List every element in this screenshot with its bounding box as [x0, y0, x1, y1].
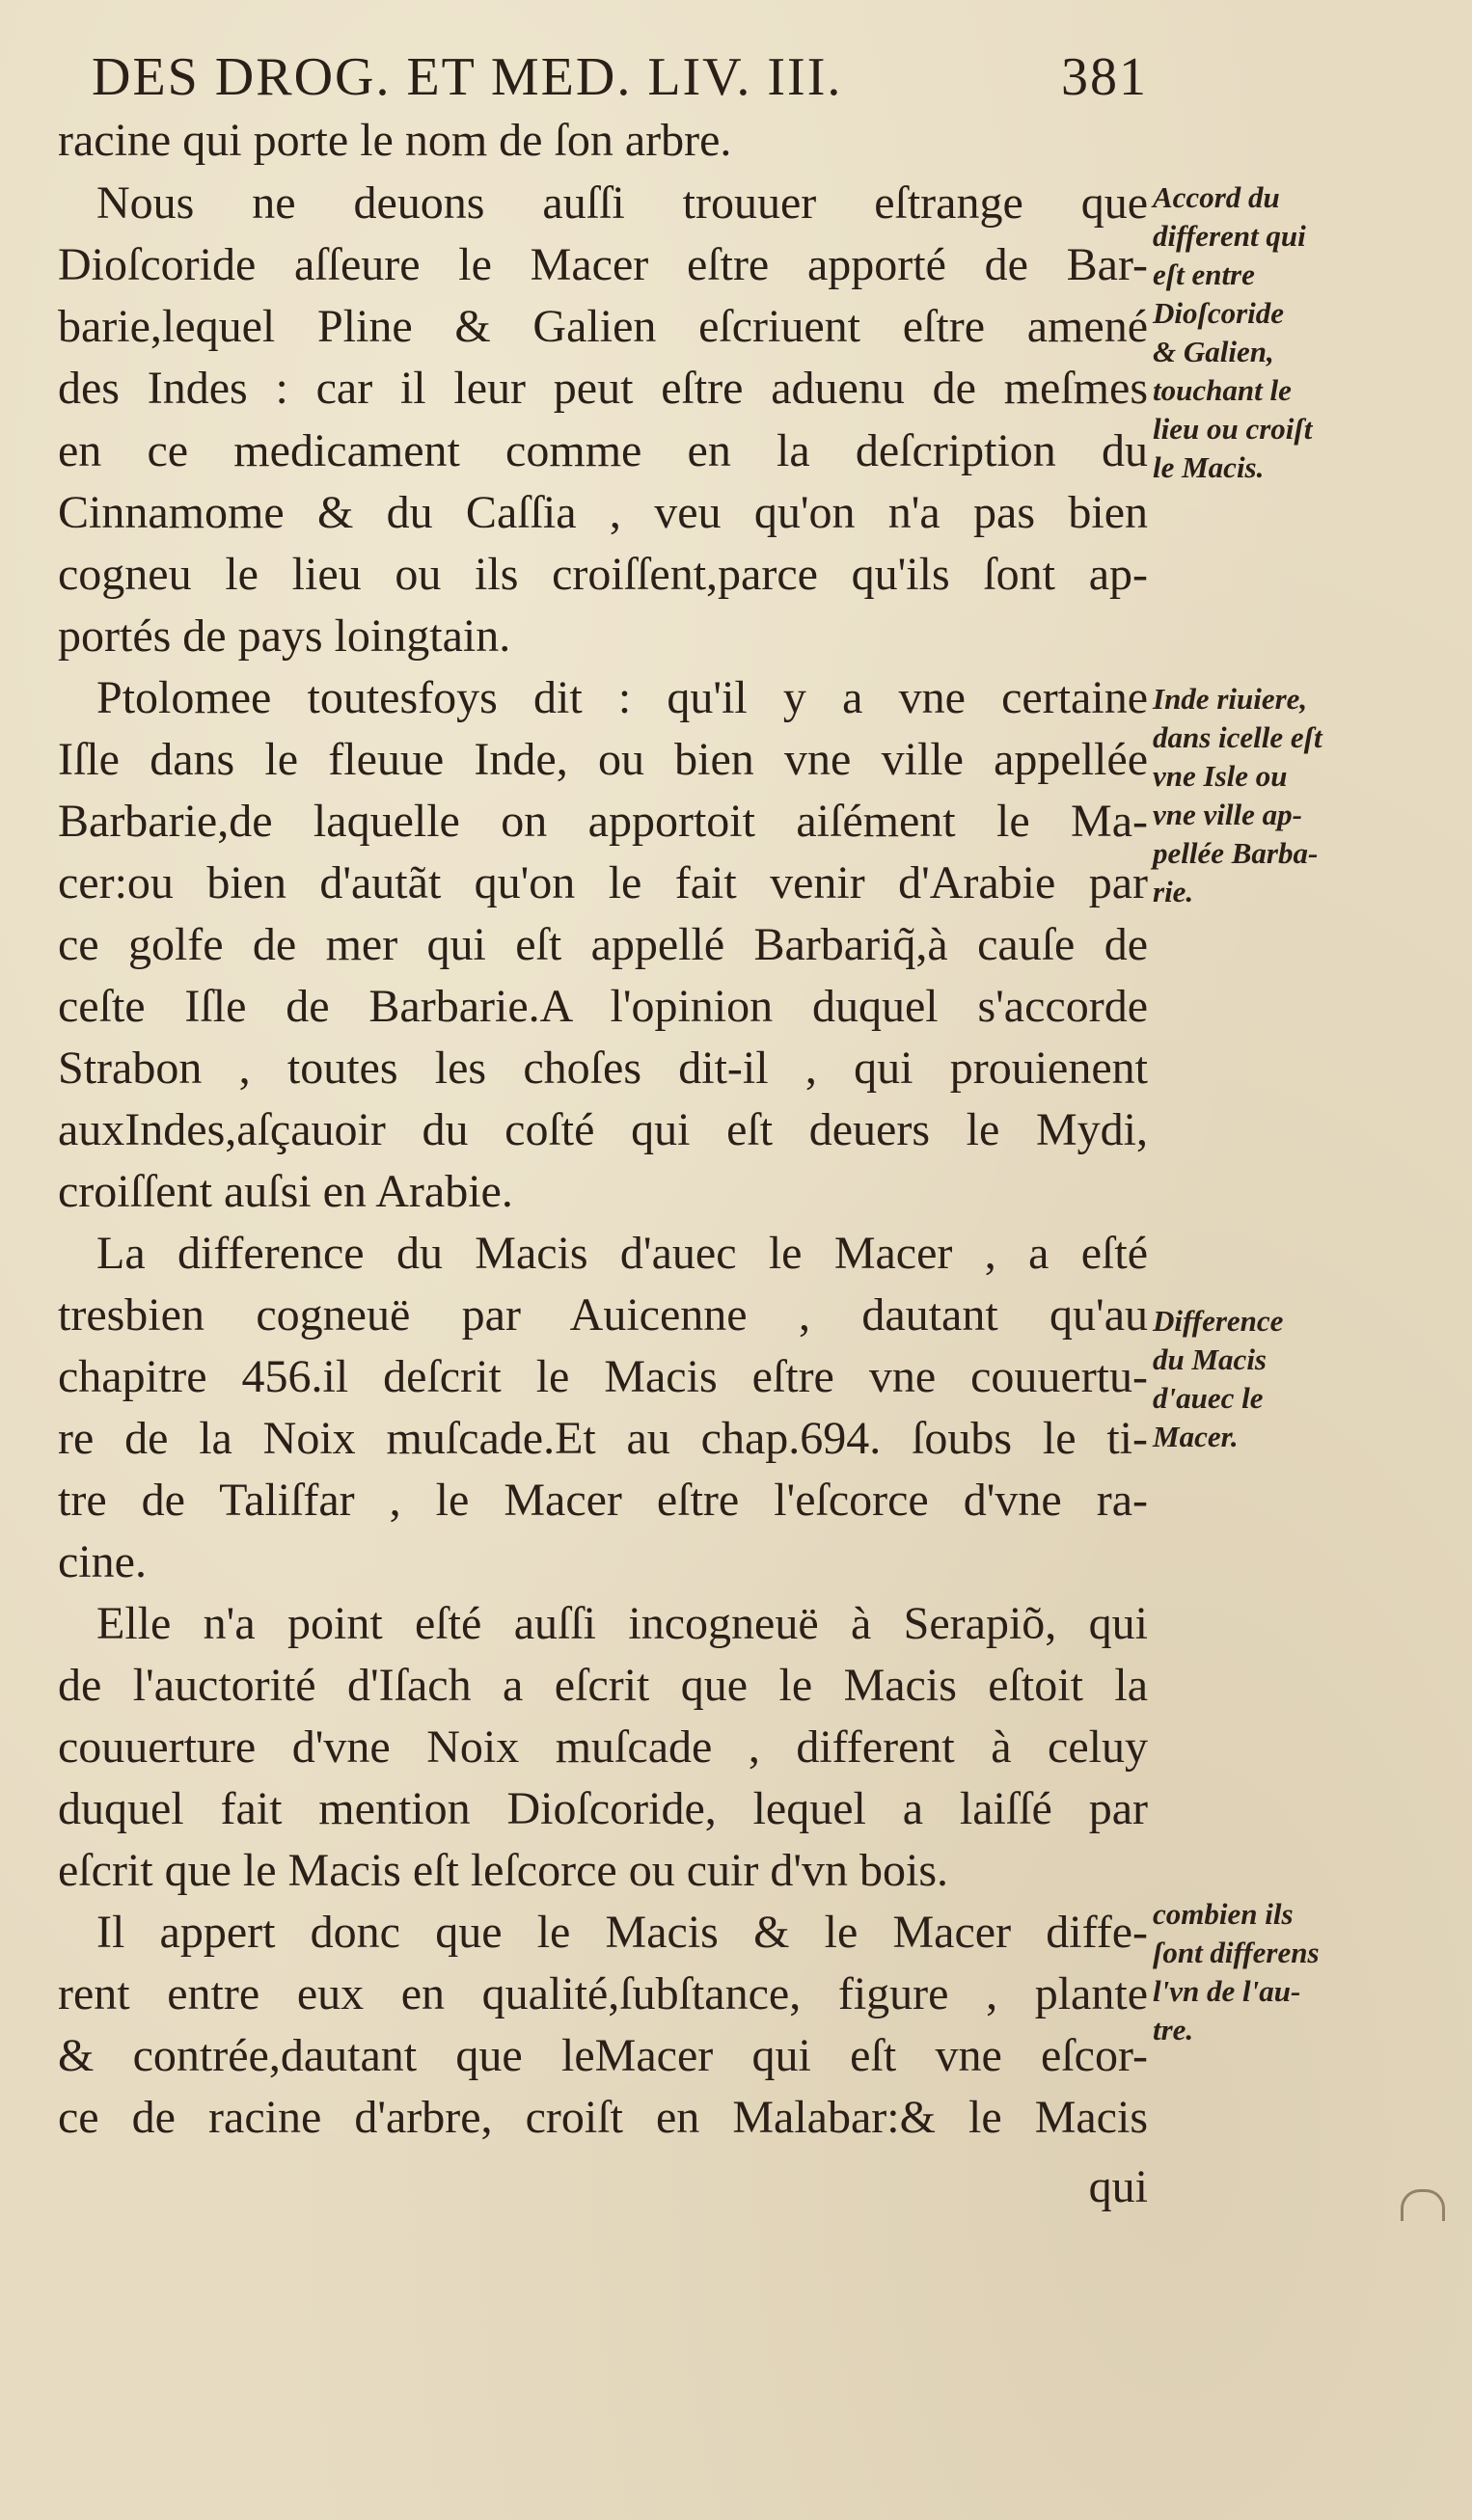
text-line: Nous ne deuons auſſi trouuer eſtrange que — [96, 177, 1148, 229]
text-line: rent entre eux en qualité,ſubſtance, figure , plante — [58, 1968, 1148, 2019]
margin-note-line: le Macis. — [1153, 450, 1265, 484]
text-line: Dioſcoride aſſeure le Macer eſtre apporté de Bar- — [58, 239, 1148, 290]
margin-note-line: touchant le — [1153, 373, 1292, 407]
page-number: 381 — [1061, 47, 1148, 107]
margin-note-line: du Macis — [1153, 1342, 1267, 1376]
margin-note — [1153, 680, 1379, 911]
margin-note-line: eſt entre — [1153, 257, 1255, 291]
text-line: auxIndes,aſçauoir du coſté qui eſt deuers le Mydi, — [58, 1104, 1148, 1155]
text-line: portés de pays loingtain. — [58, 610, 511, 662]
text-line: eſcrit que le Macis eſt leſcorce ou cuir d'vn bois. — [58, 1845, 948, 1896]
margin-note-line: pellée Barba- — [1153, 836, 1319, 870]
margin-note-line: d'auec le — [1153, 1381, 1264, 1415]
margin-note — [1153, 1302, 1379, 1456]
text-line: La difference du Macis d'auec le Macer , a eſté — [96, 1228, 1148, 1279]
margin-note-line: combien ils — [1153, 1897, 1294, 1931]
margin-note-line: tre. — [1153, 2013, 1194, 2046]
margin-note-line: Difference — [1153, 1304, 1284, 1338]
margin-note-line: lieu ou croiſt — [1153, 412, 1313, 446]
text-line: Il appert donc que le Macis & le Macer diffe- — [96, 1907, 1148, 1958]
text-line: tre de Taliſfar , le Macer eſtre l'eſcorce d'vne ra- — [58, 1475, 1148, 1526]
text-line: cogneu le lieu ou ils croiſſent,parce qu'ils ſont ap- — [58, 549, 1148, 600]
margin-note-line: ſont differens — [1153, 1936, 1320, 1969]
catchword: qui — [1088, 2161, 1148, 2212]
margin-note — [1153, 178, 1379, 487]
text-line: ceſte Iſle de Barbarie.A l'opinion duquel s'accorde — [58, 981, 1148, 1032]
text-line: chapitre 456.il deſcrit le Macis eſtre vne couuertu- — [58, 1351, 1148, 1402]
text-line: Iſle dans le fleuue Inde, ou bien vne ville appellée — [58, 734, 1148, 785]
margin-note-line: rie. — [1153, 875, 1194, 908]
margin-note-line: Dioſcoride — [1153, 296, 1285, 330]
text-line: Barbarie,de laquelle on apportoit aiſément le Ma- — [58, 796, 1148, 847]
text-line: Ptolomee toutesfoys dit : qu'il y a vne certaine — [96, 672, 1148, 723]
margin-note-line: vne Isle ou — [1153, 759, 1288, 793]
margin-note-line: Inde riuiere, — [1153, 682, 1308, 716]
text-line: de l'auctorité d'Iſach a eſcrit que le Macis eſtoit la — [58, 1660, 1148, 1711]
text-line: barie,lequel Pline & Galien eſcriuent eſtre amené — [58, 301, 1148, 352]
margin-note-line: & Galien, — [1153, 335, 1274, 368]
margin-note-line: Macer. — [1153, 1420, 1239, 1453]
margin-note-line: different qui — [1153, 219, 1306, 253]
text-line: duquel fait mention Dioſcoride, lequel a laiſſé par — [58, 1783, 1148, 1834]
margin-note-line: l'vn de l'au- — [1153, 1974, 1301, 2008]
text-line: ce golfe de mer qui eſt appellé Barbariq̃,à cauſe de — [58, 919, 1148, 970]
text-line: Cinnamome & du Caſſia , veu qu'on n'a pas bien — [58, 487, 1148, 538]
text-line: des Indes : car il leur peut eſtre aduenu de meſmes — [58, 363, 1148, 414]
text-line: Elle n'a point eſté auſſi incogneuë à Serapiõ, qui — [96, 1598, 1148, 1649]
text-line: racine qui porte le nom de ſon arbre. — [58, 115, 732, 166]
margin-note-line: dans icelle eſt — [1153, 720, 1322, 754]
running-title: DES DROG. ET MED. LIV. III. — [92, 47, 843, 107]
text-line: en ce medicament comme en la deſcription du — [58, 425, 1148, 476]
text-line: ce de racine d'arbre, croiſt en Malabar:& le Macis — [58, 2092, 1148, 2143]
margin-note — [1153, 1895, 1379, 2049]
ink-mark — [1401, 2189, 1445, 2221]
text-line: cine. — [58, 1536, 147, 1587]
text-line: Strabon , toutes les choſes dit-il , qui prouienent — [58, 1043, 1148, 1094]
margin-note-line: Accord du — [1153, 180, 1280, 214]
text-line: cer:ou bien d'autãt qu'on le fait venir d'Arabie par — [58, 857, 1148, 908]
running-header — [92, 46, 1148, 114]
text-line: couuerture d'vne Noix muſcade , different à celuy — [58, 1721, 1148, 1773]
text-line: croiſſent auſsi en Arabie. — [58, 1166, 513, 1217]
text-line: & contrée,dautant que leMacer qui eſt vne eſcor- — [58, 2030, 1148, 2081]
text-line: re de la Noix muſcade.Et au chap.694. ſoubs le ti- — [58, 1413, 1148, 1464]
margin-note-line: vne ville ap- — [1153, 798, 1302, 831]
text-line: tresbien cogneuë par Auicenne , dautant qu'au — [58, 1289, 1148, 1341]
